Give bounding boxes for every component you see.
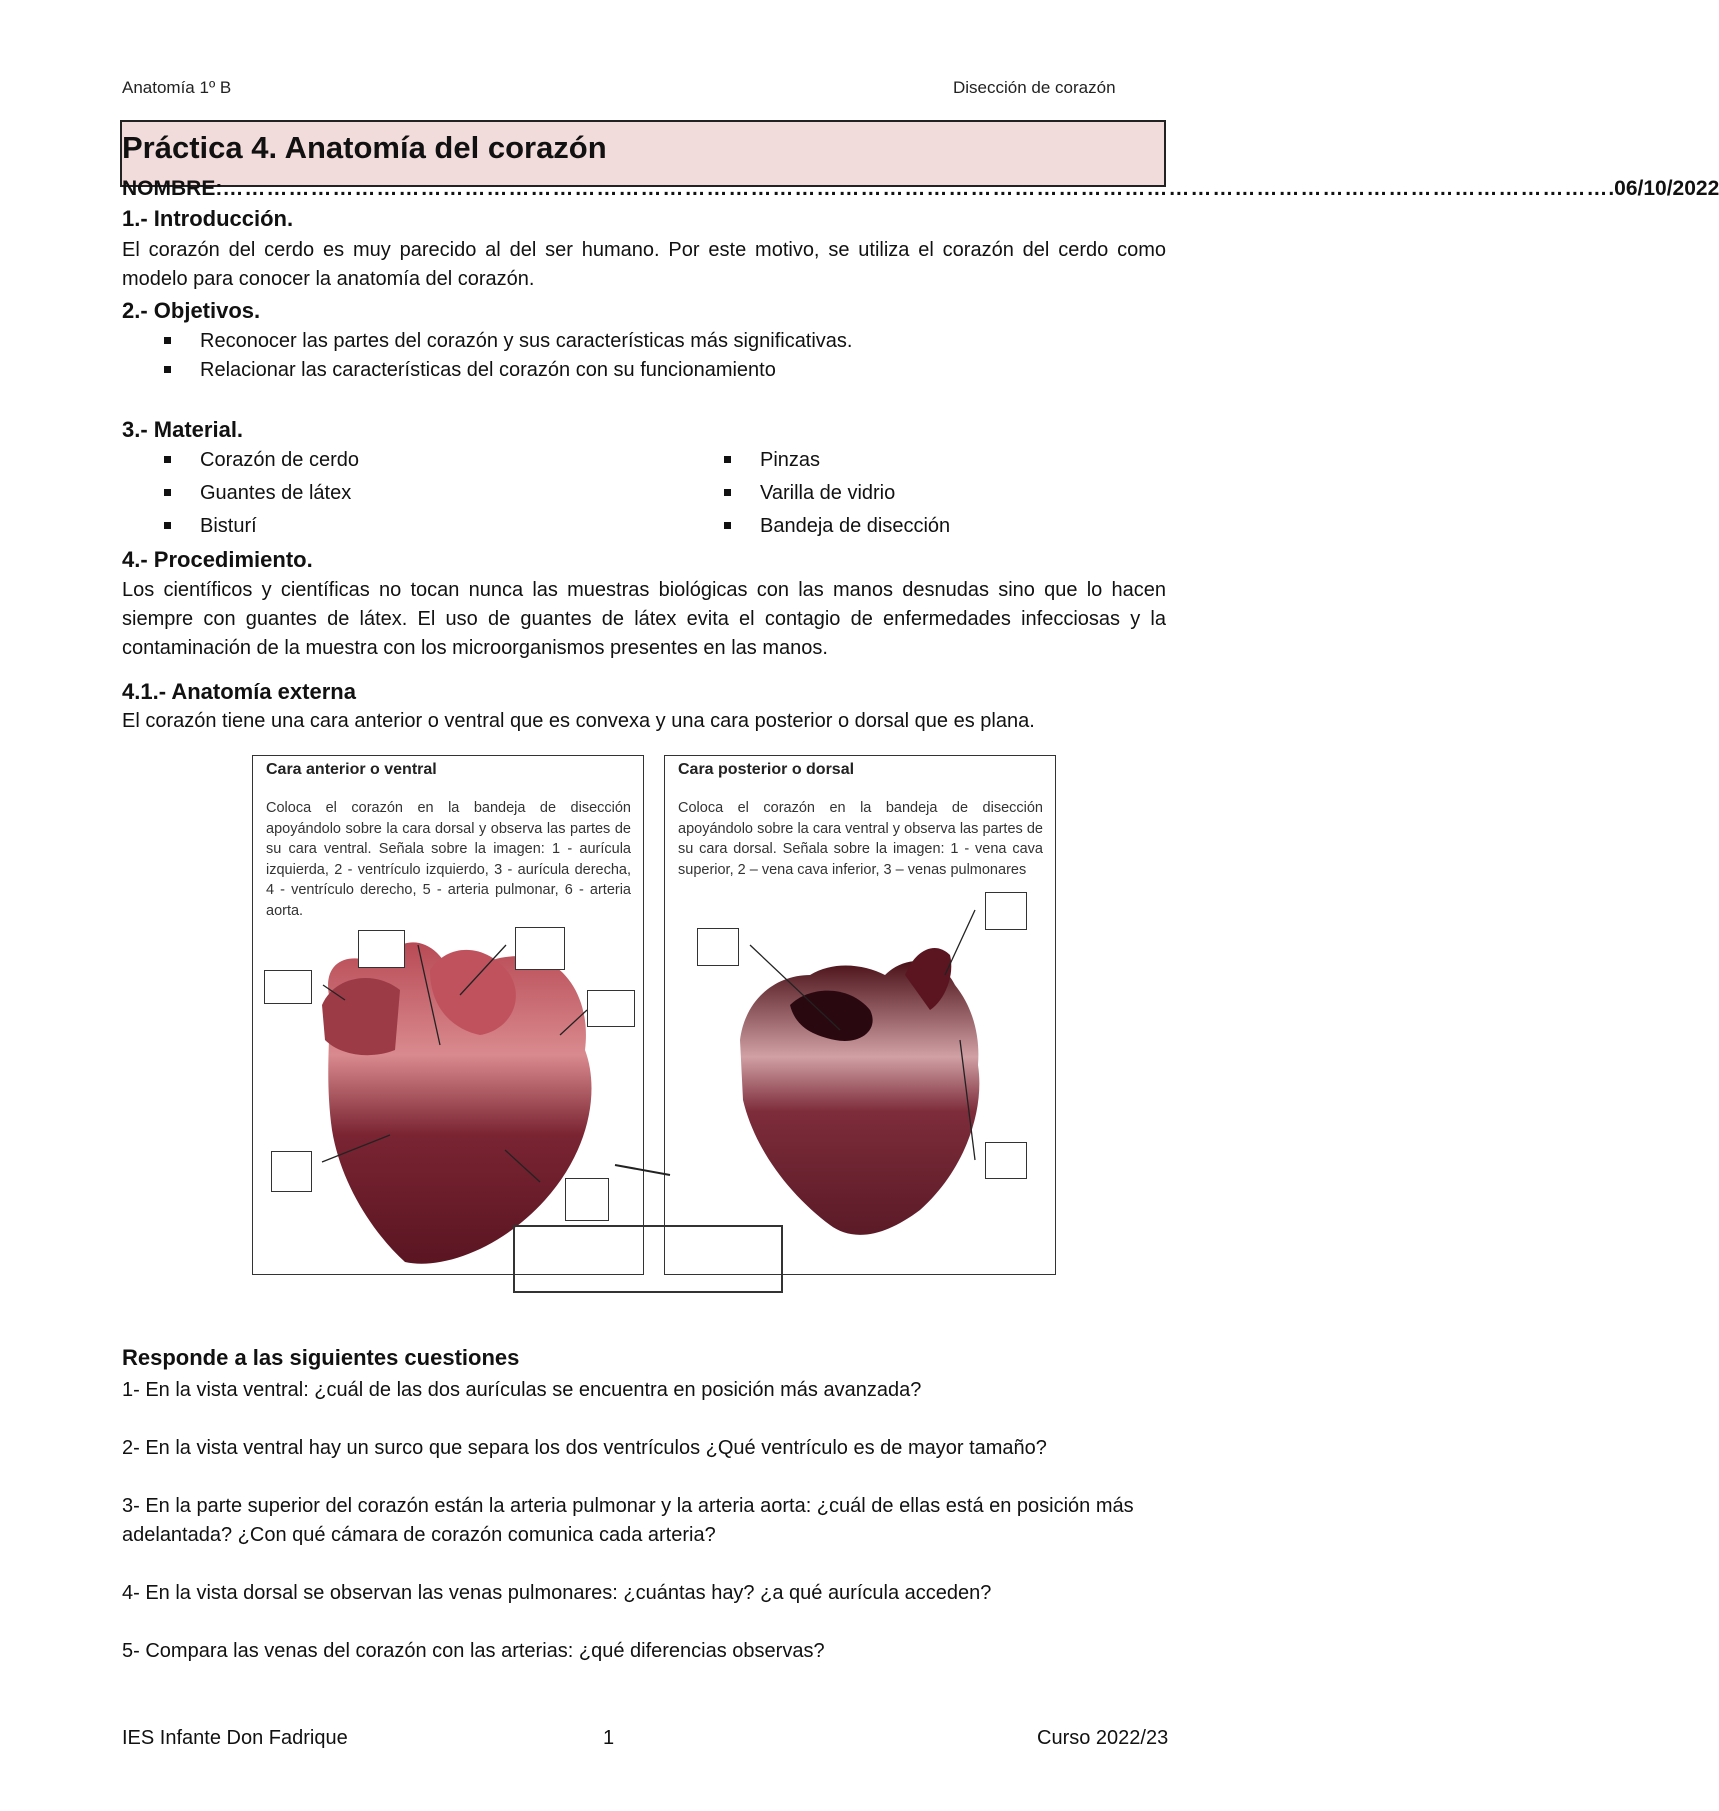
objectives-heading: 2.- Objetivos. [122, 298, 261, 323]
material-item: Corazón de cerdo [200, 446, 359, 475]
material-item: Pinzas [760, 446, 820, 475]
material-heading: 3.- Material. [122, 417, 244, 442]
material-item: Bisturí [200, 512, 257, 541]
stray-rectangle [513, 1225, 783, 1293]
label-box[interactable] [264, 970, 312, 1004]
dorsal-title: Cara posterior o dorsal [678, 761, 855, 778]
header-right: Disección de corazón [953, 78, 1116, 97]
material-item: Bandeja de disección [760, 512, 950, 541]
nombre-dots: ……………………………………………………………………………………………………………………………………………………………………… [222, 177, 1609, 200]
label-box[interactable] [358, 930, 405, 968]
label-box[interactable] [515, 927, 565, 970]
external-text: El corazón tiene una cara anterior o ventral que es convexa y una cara posterior o dorsal que es plana. [122, 710, 1035, 732]
material-item: Varilla de vidrio [760, 479, 895, 508]
leader-line [615, 1165, 670, 1175]
dorsal-text: Coloca el corazón en la bandeja de disección apoyándolo sobre la cara ventral y observa las partes de su cara dorsal. Señala sobre la imagen: 1 - vena cava superior, 2 – vena cava inferior, 3 – venas pulmonares [678, 800, 1043, 878]
footer-left: IES Infante Don Fadrique [122, 1727, 348, 1749]
footer-right: Curso 2022/23 [1037, 1727, 1169, 1749]
label-box[interactable] [697, 928, 739, 966]
external-heading: 4.1.- Anatomía externa [122, 679, 356, 704]
ventral-atrium-image [322, 978, 400, 1055]
material-item: Guantes de látex [200, 479, 351, 508]
label-box[interactable] [985, 892, 1027, 930]
procedure-heading: 4.- Procedimiento. [122, 547, 313, 572]
intro-heading: 1.- Introducción. [122, 206, 294, 231]
page-number: 1 [603, 1727, 615, 1749]
question-item: 1- En la vista ventral: ¿cuál de las dos aurículas se encuentra en posición más avanzada? [122, 1379, 922, 1401]
page-title: Práctica 4. Anatomía del corazón [122, 130, 607, 165]
label-box[interactable] [565, 1178, 609, 1221]
label-box[interactable] [985, 1142, 1027, 1179]
question-item: 5- Compara las venas del corazón con las arterias: ¿qué diferencias observas? [122, 1640, 825, 1662]
label-box[interactable] [271, 1151, 312, 1192]
objective-item: Relacionar las características del corazón con su funcionamiento [200, 356, 776, 385]
objective-item: Reconocer las partes del corazón y sus características más significativas. [200, 327, 853, 356]
intro-text: El corazón del cerdo es muy parecido al del ser humano. Por este motivo, se utiliza el corazón del cerdo como modelo para conocer la anatomía del corazón. [122, 239, 1166, 290]
ventral-text: Coloca el corazón en la bandeja de disección apoyándolo sobre la cara dorsal y observa las partes de su cara ventral. Señala sobre la imagen: 1 - aurícula izquierda, 2 - ventrículo izquierdo, 3 - aurícula derecha, 4 - ventrículo derecho, 5 - arteria pulmonar, 6 - arteria aorta. [266, 800, 631, 919]
question-item: 3- En la parte superior del corazón están la arteria pulmonar y la arteria aorta: ¿cuál de ellas está en posición más adelantada? ¿Con qué cámara de corazón comunica cada arteria? [122, 1495, 1134, 1546]
nombre-label: NOMBRE: [122, 177, 223, 200]
nombre-date: .06/10/2022 [1608, 177, 1719, 200]
header-left: Anatomía 1º B [122, 78, 232, 97]
leader-line [945, 910, 975, 975]
question-item: 2- En la vista ventral hay un surco que separa los dos ventrículos ¿Qué ventrículo es de mayor tamaño? [122, 1437, 1047, 1459]
ventral-title: Cara anterior o ventral [266, 761, 437, 778]
label-box[interactable] [587, 990, 635, 1027]
procedure-text: Los científicos y científicas no tocan nunca las muestras biológicas con las manos desnudas sino que lo hacen siempre con guantes de látex. El uso de guantes de látex evita el contagio de enfermedades infecciosas y la contaminación de la muestra con los microorganismos presentes en las manos. [122, 579, 1166, 659]
question-item: 4- En la vista dorsal se observan las venas pulmonares: ¿cuántas hay? ¿a qué aurícula acceden? [122, 1582, 992, 1604]
questions-heading: Responde a las siguientes cuestiones [122, 1345, 520, 1370]
